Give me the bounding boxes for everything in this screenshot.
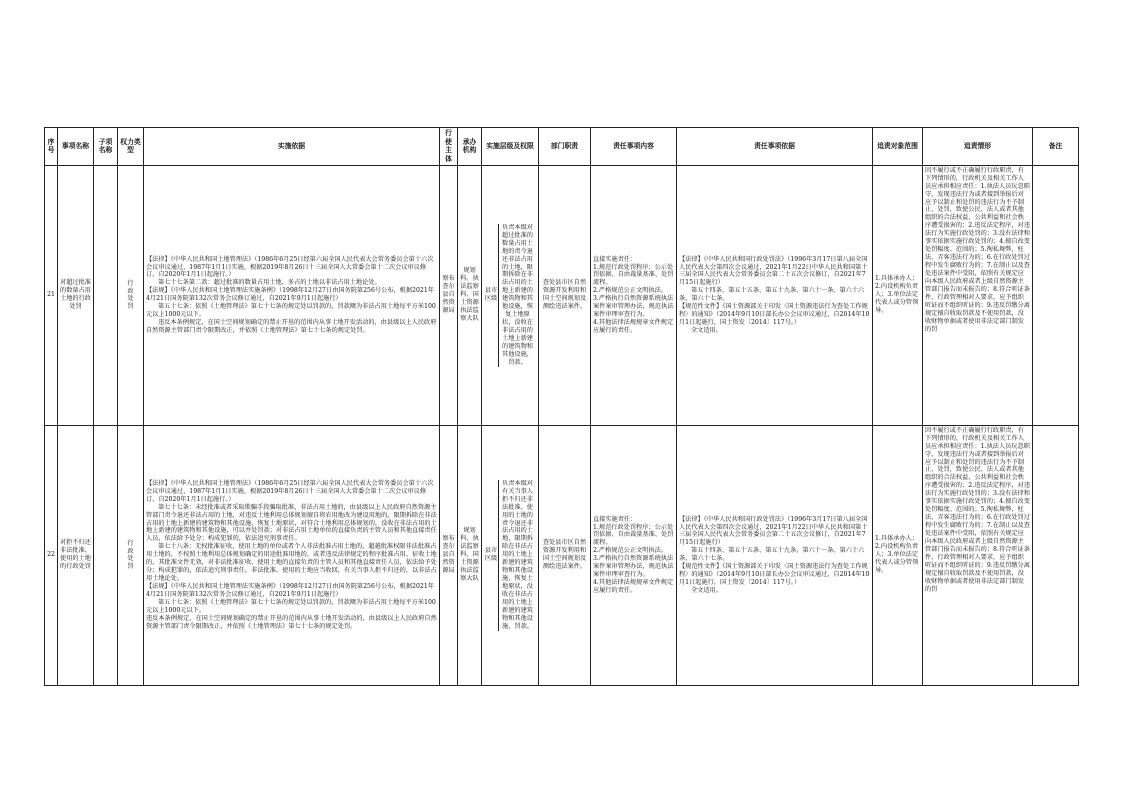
row-remark: [1033, 425, 1079, 685]
level-scope: 县市区级: [484, 287, 498, 303]
row-type: [118, 425, 144, 685]
row-remark: [1033, 165, 1079, 425]
resp-line: 1.规范行政处罚程序；公示处罚依据、自由裁量基准、处罚流程。: [593, 263, 674, 287]
basis-para: 【法律】《中华人民共和国土地管理法》（1986年6月25日经第六届全国人民代表大会常务委员会第十六次会议审议通过，1987年1月1日实施，根据2019年8月26日十三届全国人大常委会第十二次会议审议修订，自2020年1月1日起施行。）: [146, 479, 434, 503]
resp-basis-para: 第五十四条、第五十五条、第五十九条、第六十一条、第六十六条、第六十七条。: [679, 287, 865, 303]
row-level: [482, 425, 539, 685]
row-name: 对超过批准的数量占用土地的行政处罚: [58, 165, 94, 425]
basis-para: 第七十七条：未经批准或者采取欺骗手段骗取批准，非法占用土地的，由县级以上人民政府自然资源主管部门责令退还非法占用的土地，对违反土地利用总体规划擅自将农用地改为建设用地的，限期拆除在非法占用的土地上新建的建筑物和其他设施，恢复土地原状，对符合土地利用总体规划的，没收在非法占用的土地上新建的建筑物和其他设施，可以并处罚款；对非法占用土地单位的直接负责的主管人员和其他直接责任人员，依法给予处分；构成犯罪的，依法追究刑事责任。: [146, 503, 437, 543]
row-type-text: 行政处罚: [127, 279, 134, 310]
row-org: 规划科、执法监察科、国土资源执法监察大队: [458, 165, 482, 425]
level-split: [484, 480, 536, 631]
row-no: 21: [45, 165, 58, 425]
row-situations: 因不履行或不正确履行行政职责，有下列情形的，行政机关及相关工作人员应承担相应责任：1.执法人员玩忽职守，发现违法行为或者接到举报后对应予以制止和处罚的违法行为不予制止、处罚，致使公民、法人或者其他组织的合法权益、公共利益和社会秩序遭受损害的；2.违反法定程序，对违法行为实施行政处罚的；3.没有法律和事实依据实施行政处罚的；4.擅自改变处罚幅度、范围的；5.徇私舞弊，枉法、弄客违法行为的；6.在行政处罚过程中发生腐败行为的；7.在制止以及查处违法案件中受阻，依照有关规定应向本级人民政府或者上级自然资源主管部门报告而未报告的；8.符合听证条件、行政管理相对人要求，应予组织听证而不组织听证的；9.违反罚缴分离规定擅自收取罚款及不使用罚款，没收财物单据或者使用非法定部门制发的罚: [923, 165, 1033, 425]
resp-basis-para: 【规范性文件】《国土资源部关于印发〈国土资源违法行为查处工作规程〉的通知》（2014年9月10日部长办公会议审议通过，自2014年10月1日起施行，国土资发〔2014〕117号。）: [679, 303, 870, 327]
row-subject: 察布查尔县自然资源局: [440, 425, 458, 685]
resp-line: 2.严格规范公正文明执法。: [593, 547, 667, 555]
resp-basis-para: 【法律】《中华人民共和国行政处罚法》（1996年3月17日第八届全国人民代表大会第四次会议通过，2021年1月22日中华人民共和国第十三届全国人民代表大会常务委员会第二十五次会议修订，自2021年7月15日起施行）: [679, 515, 868, 547]
table-row: [45, 425, 1079, 685]
row-name: 对拒不归还非法批准、使用的土地的行政处罚: [58, 425, 94, 685]
row-type-text: 行政处罚: [127, 539, 134, 570]
resp-line: 2.严格规范公正文明执法。: [593, 287, 667, 295]
row-sub: [94, 165, 118, 425]
row-targets: 1.具体承办人；2.内设机构负责人；3.单位法定代表人或分管领导。: [873, 425, 923, 685]
header-situations: 追责情形: [923, 128, 1033, 166]
basis-para: 第七十八条：无权批准征收、使用土地的单位或者个人非法批准占用土地的，超越批准权限非法批准占用土地的，不按照土地利用总体规划确定的用途批准用地的，或者违反法律规定的程序批准占用、征收土地的，其批准文件无效，对非法批准征收、使用土地的直接负责的主管人员和其他直接责任人员，依法给予处分；构成犯罪的，依法追究刑事责任。非法批准、使用的土地应当收回，有关当事人拒不归还的，以非法占用土地论处。: [146, 543, 437, 583]
resp-line: 4.其他法律法规规章文件规定应履行的责任。: [593, 579, 674, 594]
row-resp-basis: [677, 425, 873, 685]
basis-para: 第五十七条：依照《土地管理法》第七十七条的规定处以罚款的，罚款额为非法占用土地每平方米100元以上1000元以下。: [146, 598, 436, 614]
header-type: 权力类型: [118, 128, 144, 166]
basis-para: 违反本条例规定，在国土空间规划确定的禁止开垦的范围内从事土地开发活动的，由县级以上人民政府自然资源主管部门责令限期改正，并依照《土地管理法》第七十七条的规定处罚。: [146, 614, 437, 630]
row-resp: [591, 165, 677, 425]
basis-para: 第五十七条：依照《土地管理法》第七十七条的规定处以罚款的，罚款额为非法占用土地每平方米100元以上1000元以下。: [146, 303, 436, 319]
header-org: 承办机构: [458, 128, 482, 166]
row-org: 规划科、执法监察科、国土资源执法监察大队: [458, 425, 482, 685]
row-duty: 查处县市区自然资源开发利用和国土空间规划及测绘违法案件。: [539, 425, 591, 685]
row-situations: 因不履行或不正确履行行政职责，有下列情形的，行政机关及相关工作人员应承担相应责任：1.执法人员玩忽职守，发现违法行为或者接到举报后对应予以制止和处罚的违法行为不予制止、处罚，致使公民、法人或者其他组织的合法权益、公共利益和社会秩序遭受损害的；2.违反法定程序，对违法行为实施行政处罚的；3.没有法律和事实依据实施行政处罚的；4.擅自改变处罚幅度、范围的；5.徇私舞弊，枉法、弄客违法行为的；6.在行政处罚过程中发生腐败行为的；7.在制止以及查处违法案件中受阻，依照有关规定应向本级人民政府或者上级自然资源主管部门报告而未报告的；8.符合听证条件、行政管理相对人要求，应予组织听证而不组织听证的；9.违反罚缴分离规定擅自收取罚款及不使用罚款，没收财物单据或者使用非法定部门制发的罚: [923, 425, 1033, 685]
row-subject: 察布查尔县自然资源局: [440, 165, 458, 425]
resp-line: 3.严格执行自然资源系统执法案件案审管理办法，规范执法案件审理审查行为。: [593, 295, 674, 319]
level-split: [484, 224, 536, 367]
header-resp-basis: 责任事项依据: [677, 128, 873, 166]
resp-line: 1.规范行政处罚程序；公示处罚依据、自由裁量基准、处罚流程。: [593, 523, 674, 547]
resp-line: 直接实施责任：: [593, 255, 637, 263]
basis-para: 【法律】《中华人民共和国土地管理法》（1986年6月25日经第六届全国人民代表大会常务委员会第十六次会议审议通过，1987年1月1日实施，根据2019年8月26日十三届全国人大常委会第十二次会议审议修订，自2020年1月1日起施行。）: [146, 255, 434, 279]
header-sub: 子项名称: [94, 128, 118, 166]
row-type: [118, 165, 144, 425]
resp-line: 4.其他法律法规规章文件规定应履行的责任。: [593, 319, 674, 334]
basis-para: 【法规】《中华人民共和国土地管理法实施条例》（1998年12月27日由国务院第256号公布，根据2021年4月21日国务院第132次常务会议修订通过，自2021年9月1日起施行）: [146, 583, 434, 598]
table-header-row: [45, 128, 1079, 166]
resp-line: 3.严格执行自然资源系统执法案件案审管理办法，规范执法案件审理审查行为。: [593, 555, 674, 579]
table-row: [45, 165, 1079, 425]
level-desc: 负责本级对有关当事人拒不归还非法批准、使用的土地的责令退还非法占用的土地，限期拆除在非法占用的土地上新建的建筑物和其他设施，恢复土地原状，没收在非法占用的土地上新建的建筑物和其他设施，罚款。: [499, 480, 537, 631]
row-no: 22: [45, 425, 58, 685]
resp-basis-para: 第五十四条、第五十五条、第五十九条、第六十一条、第六十六条、第六十七条。: [679, 547, 865, 563]
header-no: 序号: [45, 128, 58, 166]
resp-basis-para: 【规范性文件】《国土资源部关于印发〈国土资源违法行为查处工作规程〉的通知》（2014年9月10日部长办公会议审议通过，自2014年10月1日起施行，国土资发〔2014〕117号。）: [679, 563, 870, 587]
basis-para: 第七十七条第二款：超过批准的数量占用土地，多占的土地以非法占用土地论处。: [158, 279, 381, 287]
basis-para: 违反本条例规定，在国土空间规划确定的禁止开垦的范围内从事土地开发活动的，由县级以上人民政府自然资源主管部门责令限期改正，并依照《土地管理法》第七十七条的规定处罚。: [146, 319, 437, 334]
basis-para: 【法规】《中华人民共和国土地管理法实施条例》（1998年12月27日由国务院第256号公布，根据2021年4月21日国务院第132次常务会议修订通过，自2021年9月1日起施行）: [146, 287, 434, 303]
header-duty: 部门职责: [539, 128, 591, 166]
row-duty: 查处县市区自然资源开发利用和国土空间规划及测绘违法案件。: [539, 165, 591, 425]
header-subject: 行使主体: [440, 128, 458, 166]
level-scope: 县市区级: [484, 547, 498, 563]
level-desc: 负责本级对超过批准的数量占用土地的责令退还非法占用的土地，限期拆除在非法占用的土地上新建的建筑物和其他设施，恢复土地原状，没收在非法占用的土地上新建的建筑物和其他设施，罚款。: [499, 224, 537, 367]
row-basis: [144, 165, 440, 425]
row-sub: [94, 425, 118, 685]
header-remark: 备注: [1033, 128, 1079, 166]
row-level: [482, 165, 539, 425]
row-targets: 1.具体承办人；2.内设机构负责人；3.单位法定代表人或分管领导。: [873, 165, 923, 425]
resp-basis-para: 全文适用。: [691, 327, 722, 334]
row-resp-basis: [677, 165, 873, 425]
header-name: 事项名称: [58, 128, 94, 166]
header-level: 实施层级及权限: [482, 128, 539, 166]
header-basis: 实施依据: [144, 128, 440, 166]
power-list-table: [44, 127, 1079, 686]
resp-basis-para: 【法律】《中华人民共和国行政处罚法》（1996年3月17日第八届全国人民代表大会第四次会议通过，2021年1月22日中华人民共和国第十三届全国人民代表大会常务委员会第二十五次会议修订，自2021年7月15日起施行）: [679, 255, 868, 287]
row-resp: [591, 425, 677, 685]
row-basis: [144, 425, 440, 685]
resp-line: 直接实施责任：: [593, 515, 637, 523]
header-resp: 责任事项内容: [591, 128, 677, 166]
header-targets: 追责对象范围: [873, 128, 923, 166]
resp-basis-para: 全文适用。: [691, 587, 722, 594]
